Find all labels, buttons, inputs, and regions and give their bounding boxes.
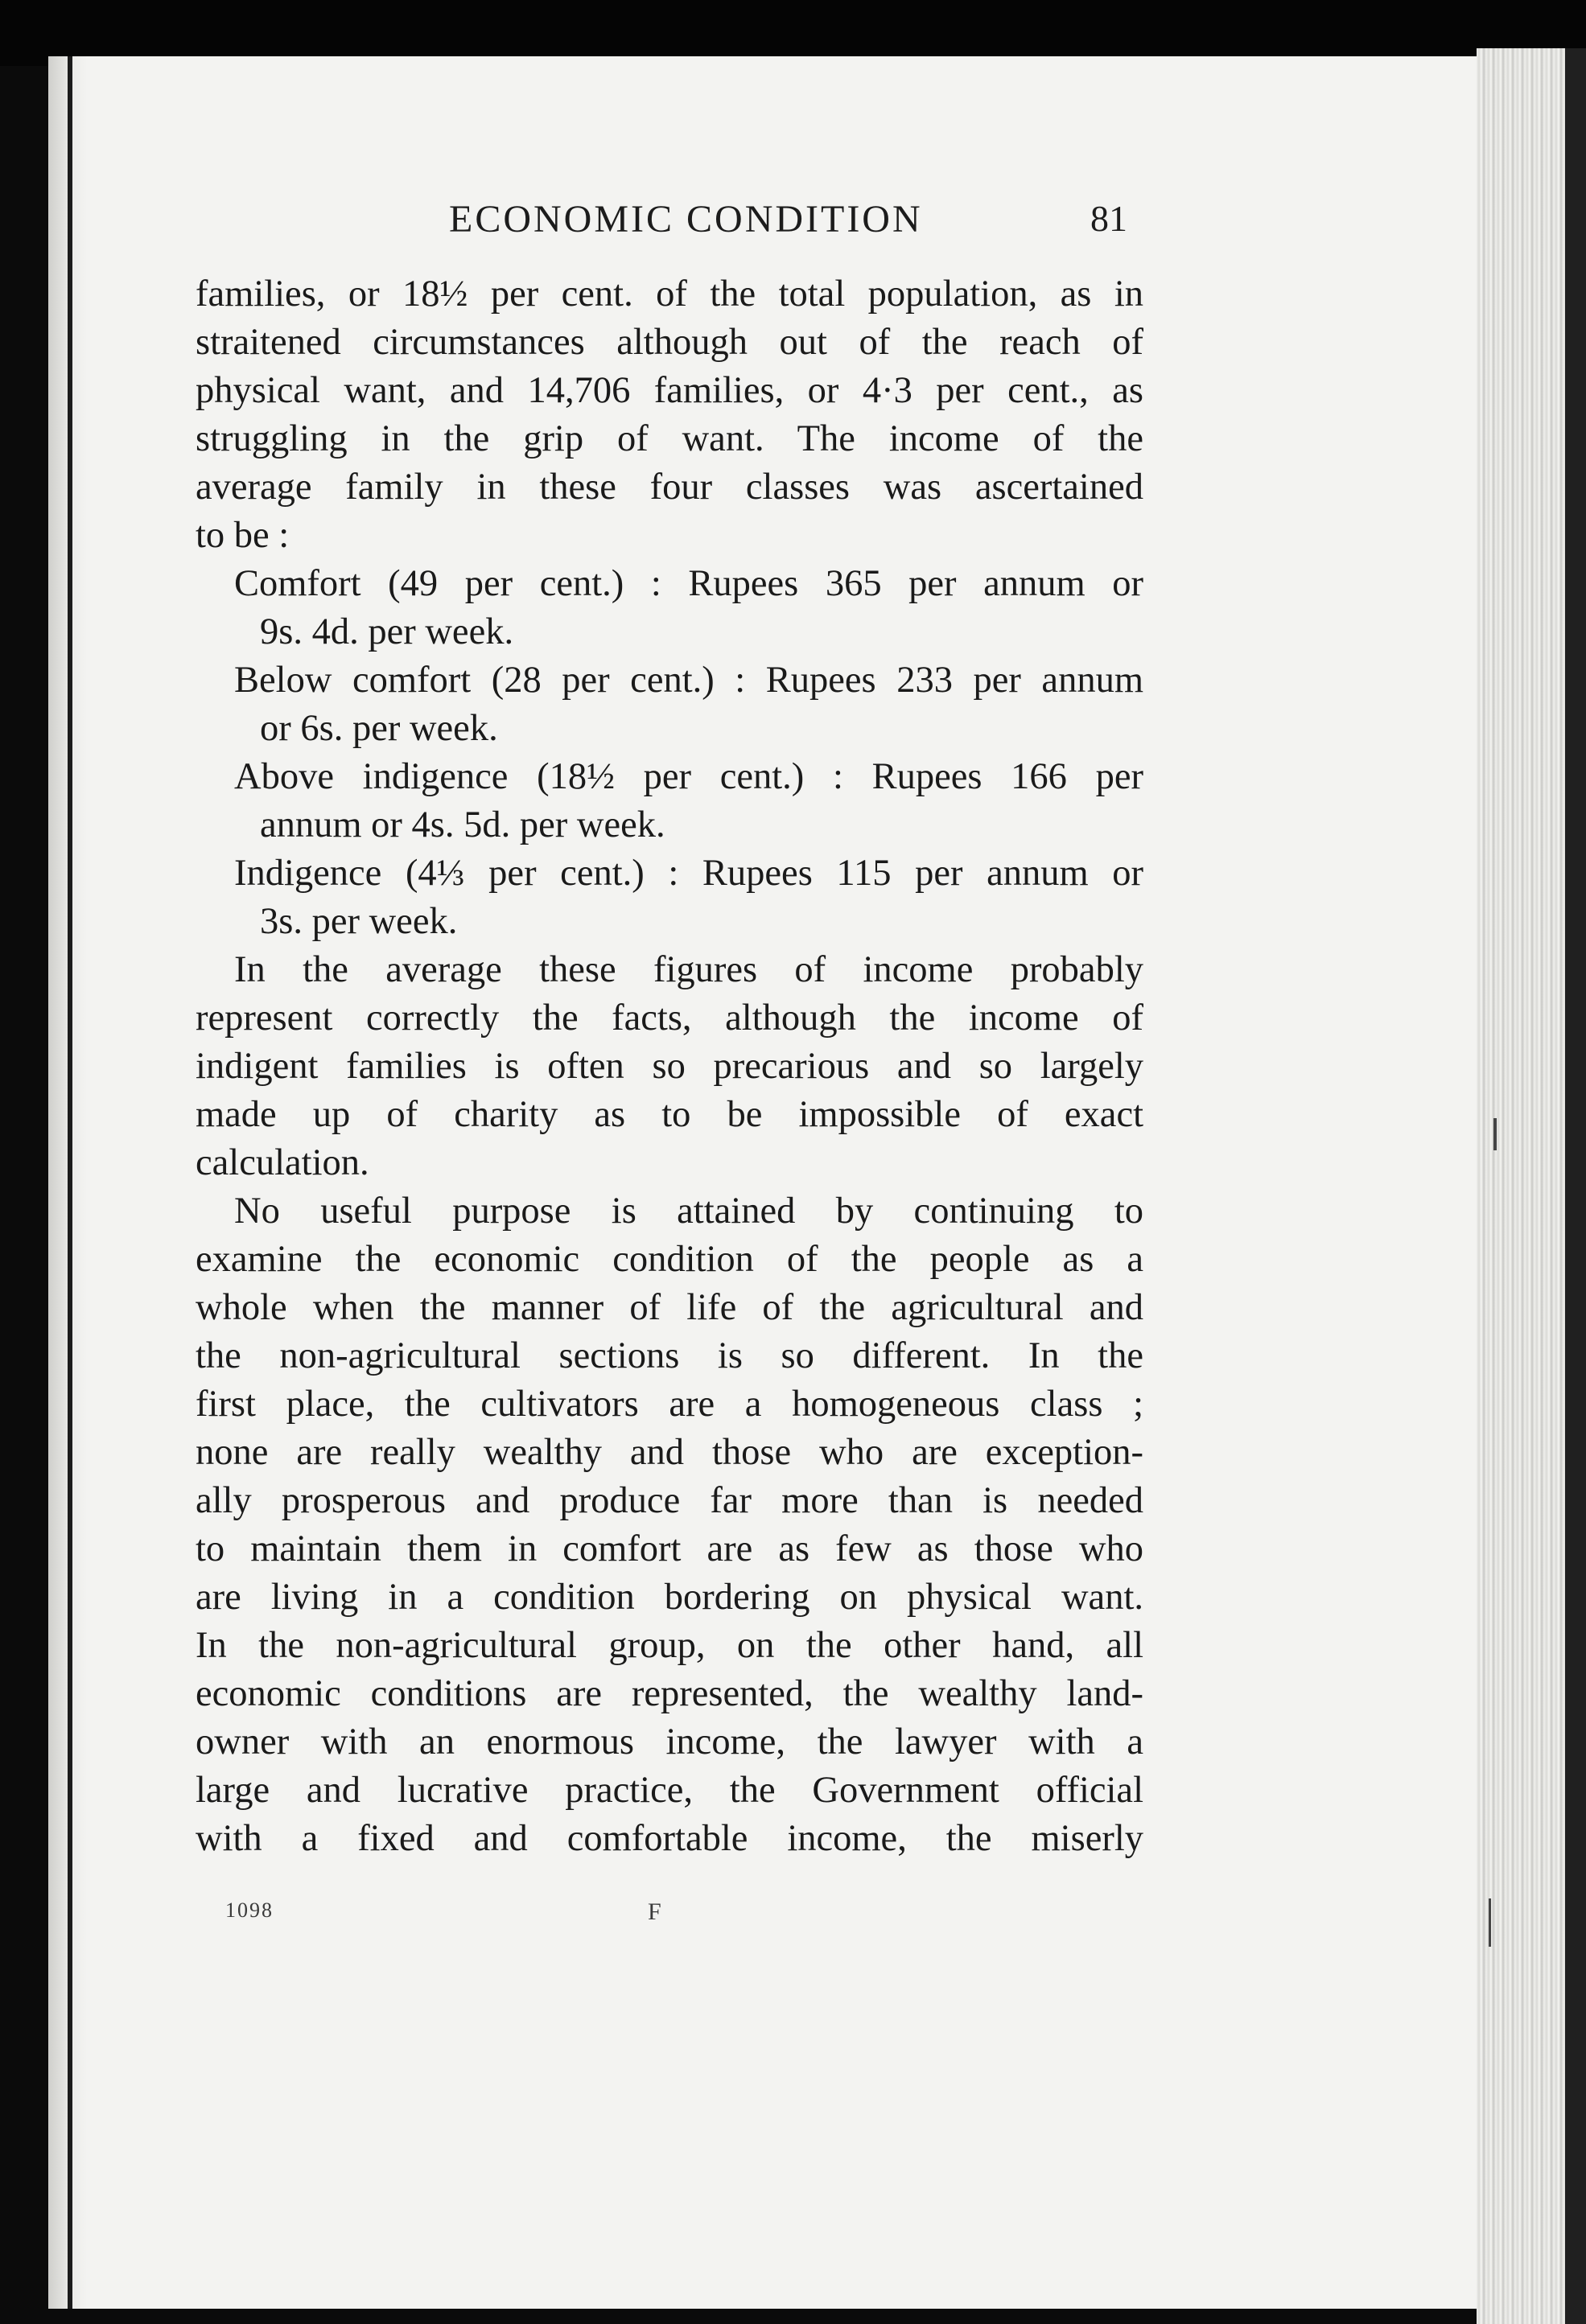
text-line: average family in these four classes was ascertained bbox=[196, 467, 1143, 508]
class-entry-continued: 9s. 4d. per week. bbox=[260, 611, 514, 652]
text-line: the non-agricultural sections is so different. In the bbox=[196, 1335, 1143, 1376]
text-line: In the non-agricultural group, on the other hand, all bbox=[196, 1625, 1143, 1666]
text-line: ally prosperous and produce far more than is needed bbox=[196, 1480, 1143, 1521]
text-line: are living in a condition bordering on physical want. bbox=[196, 1577, 1143, 1618]
text-line: No useful purpose is attained by continuing to bbox=[234, 1191, 1143, 1232]
text-line: calculation. bbox=[196, 1142, 369, 1183]
text-line: with a fixed and comfortable income, the miserly bbox=[196, 1818, 1143, 1859]
text-line: struggling in the grip of want. The income of the bbox=[196, 418, 1143, 459]
class-entry: Below comfort (28 per cent.) : Rupees 233 per annum bbox=[234, 660, 1143, 701]
text-line: examine the economic condition of the people as a bbox=[196, 1239, 1143, 1280]
scan-speck bbox=[1493, 1118, 1497, 1150]
class-entry: Above indigence (18½ per cent.) : Rupees 166 per bbox=[234, 756, 1143, 797]
page-footer bbox=[217, 1898, 941, 1931]
running-title: ECONOMIC CONDITION bbox=[449, 198, 923, 241]
page-number: 81 bbox=[1090, 198, 1127, 239]
printer-signature: 1098 bbox=[225, 1898, 274, 1922]
gathering-signature: F bbox=[648, 1898, 661, 1925]
text-line: straitened circumstances although out of the reach of bbox=[196, 322, 1143, 363]
text-line: represent correctly the facts, although the income of bbox=[196, 997, 1143, 1039]
text-line: whole when the manner of life of the agricultural and bbox=[196, 1287, 1143, 1328]
text-line: none are really wealthy and those who are exception- bbox=[196, 1432, 1143, 1473]
scan-right-band bbox=[1565, 48, 1586, 2324]
text-line: to be : bbox=[196, 515, 290, 556]
page-header bbox=[185, 197, 1151, 253]
body-text bbox=[196, 270, 1143, 1863]
scan-speck bbox=[1489, 1898, 1491, 1947]
class-entry-continued: or 6s. per week. bbox=[260, 708, 498, 749]
text-line: In the average these figures of income probably bbox=[234, 949, 1143, 990]
text-line: to maintain them in comfort are as few as those who bbox=[196, 1528, 1143, 1569]
class-entry: Comfort (49 per cent.) : Rupees 365 per annum or bbox=[234, 563, 1143, 604]
text-line: families, or 18½ per cent. of the total population, as in bbox=[196, 274, 1143, 315]
class-entry-continued: annum or 4s. 5d. per week. bbox=[260, 804, 665, 845]
text-line: first place, the cultivators are a homogeneous class ; bbox=[196, 1384, 1143, 1425]
class-entry: Indigence (4⅓ per cent.) : Rupees 115 per annum or bbox=[234, 853, 1143, 894]
text-line: indigent families is often so precarious and so largely bbox=[196, 1046, 1143, 1087]
class-entry-continued: 3s. per week. bbox=[260, 901, 458, 942]
text-line: made up of charity as to be impossible of exact bbox=[196, 1094, 1143, 1135]
scan-gutter-line bbox=[68, 56, 72, 2309]
text-line: economic conditions are represented, the wealthy land- bbox=[196, 1673, 1143, 1714]
text-line: physical want, and 14,706 families, or 4·3 per cent., as bbox=[196, 370, 1143, 411]
text-line: large and lucrative practice, the Government official bbox=[196, 1770, 1143, 1811]
text-line: owner with an enormous income, the lawyer with a bbox=[196, 1721, 1143, 1763]
